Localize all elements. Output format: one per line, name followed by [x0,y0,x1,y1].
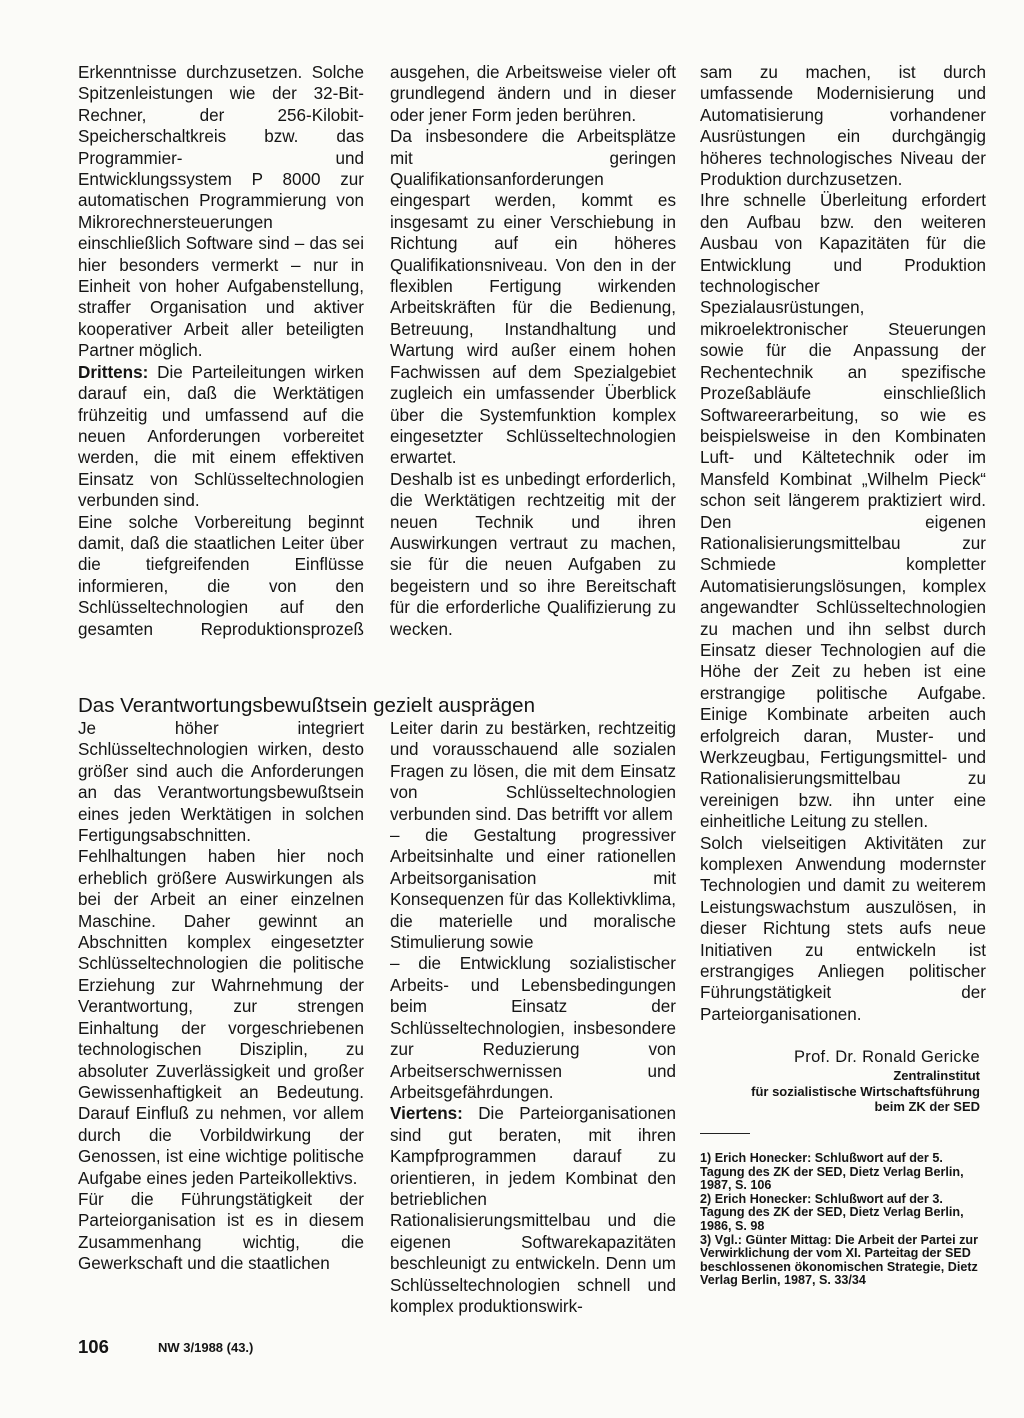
footnote-2: 2) Erich Honecker: Schlußwort auf der 3. Tagung des ZK der SED, Dietz Verlag Berlin, 1986, S. 98 [700,1191,964,1233]
list-item: – die Gestaltung progressiver Arbeitsinhalte und einer rationellen Arbeitsorganisation mit Konsequenzen für das Kollektivklima, die materielle und moralische Stimulierung sowie [390,826,676,953]
column-2-top [390,62,676,640]
paragraph: Für die Führungstätigkeit der Parteiorganisation ist es in diesem Zusammenhang wichtig, die Gewerkschaft und die staatlichen [78,1189,364,1274]
paragraph: sam zu machen, ist durch umfassende Modernisierung und Automatisierung vorhandener Ausrüstungen ein durchgängig höheres technologisches Niveau der Produktion durchzusetzen. [700,63,986,190]
section-heading: Das Verantwortungsbewußtsein gezielt ausprägen [78,694,535,717]
page-number: 106 [78,1336,109,1357]
author-affiliation-2: für sozialistische Wirtschaftsführung [751,1083,980,1099]
paragraph-text: Die Parteileitungen wirken darauf ein, daß die Werktätigen frühzeitig und umfassend auf die neuen Anforderungen vorbereitet werden, die mit einem effektiven Einsatz von Schlüsseltechnologien verbunden sind. [78,362,364,511]
column-1-bottom [78,718,364,1275]
paragraph: Da insbesondere die Arbeitsplätze mit geringen Qualifikationsanforderungen eingespart werden, kommt es insgesamt zu einer Verschiebung in Richtung auf ein höheres Qualifikationsniveau. Von den in der flexiblen Fertigung wirkenden Arbeitskräften für die Bedienung, Betreuung, Instandhaltung und Wartung wird außer einem hohen Fachwissen auf dem Spezialgebiet zugleich ein umfassender Überblick über die Systemfunktion komplex eingesetzter Schlüsseltechnologien erwartet. [390,127,676,468]
lead-label: Viertens: [390,1104,463,1124]
paragraph-viertens [390,1103,676,1317]
paragraph: Deshalb ist es unbedingt erforderlich, die Werktätigen rechtzeitig mit der neuen Technik und ihren Auswirkungen vertraut zu machen, sie für die neuen Aufgaben zu begeistern und so ihre Bereitschaft für die erforderliche Qualifizierung zu wecken. [390,469,676,639]
footnotes [700,1152,980,1288]
paragraph: Solch vielseitigen Aktivitäten zur komplexen Anwendung modernster Technologien und damit zu weiterem Leistungswachstum auszulösen, in dieser Richtung stets aufs neue Initiativen zu entwickeln ist erstrangiges Anliegen politischer Führungstätigkeit der Parteiorganisationen. [700,833,986,1024]
author-affiliation-1: Zentralinstitut [893,1068,980,1083]
paragraph-text: Die Parteiorganisationen sind gut beraten, mit ihren Kampfprogrammen darauf zu orientieren, in jedem Kombinat den betrieblichen Rationalisierungsmittelbau und die eigenen Softwarekapazitäten beschleunigt zu entwickeln. Denn um Schlüsseltechnologien schnell und komplex produktionswirk- [390,1104,676,1316]
paragraph: Je höher integriert Schlüsseltechnologien wirken, desto größer sind auch die Anforderungen an das Verantwortungsbewußtsein eines jeden Werktätigen in solchen Fertigungsabschnitten. Fehlhaltungen haben hier noch erheblich größere Auswirkungen als bei der Arbeit an einer einzelnen Maschine. Daher gewinnt an Abschnitten komplex eingesetzter Schlüsseltechnologien die politische Erziehung zur Wahrnehmung der Verantwortung, zur strengen Einhaltung der vorgeschriebenen technologischen Disziplin, zu absoluter Zuverlässigkeit und großer Gewissenhaftigkeit an Bedeutung. Darauf Einfluß zu nehmen, vor allem durch die Vorbildwirkung der Genossen, ist eine wichtige politische Aufgabe eines jeden Parteikollektivs. [78,719,364,1188]
issue-label: NW 3/1988 (43.) [158,1340,254,1355]
paragraph: Eine solche Vorbereitung beginnt damit, daß die staatlichen Leiter über die tiefgreifenden Einflüsse informieren, die von den Schlüsseltechnologien auf den gesamten Reproduktionsprozeß [78,512,364,639]
list-item: – die Entwicklung sozialistischer Arbeits- und Lebensbedingungen beim Einsatz der Schlüsseltechnologien, insbesondere zur Reduzierung von Arbeitserschwernissen und Arbeitsgefährdungen. [390,954,676,1102]
paragraph: Ihre schnelle Überleitung erfordert den Aufbau bzw. den weiteren Ausbau von Kapazitäten für die Entwicklung und Produktion technologischer Spezialausrüstungen, mikroelektronischer Steuerungen sowie für die Anpassung der Rechentechnik an spezifische Prozeßabläufe einschließlich Softwareerarbeitung, so wie es beispielsweise in den Kombinaten Luft- und Kältetechnik oder im Mansfeld Kombinat „Wilhelm Pieck“ schon seit längerem praktiziert wird. Den eigenen Rationalisierungsmittelbau zur Schmiede kompletter Automatisierungslösungen, komplex angewandter Schlüsseltechnologien zu machen und ihn selbst durch Einsatz dieser Technologien auf die Höhe der Zeit zu heben ist eine erstrangige politische Aufgabe. Einige Kombinate arbeiten auch erfolgreich daran, Muster- und Werkzeugbau, Fertigungsmittel- und Rationalisierungsmittelbau zu vereinigen bzw. ihn unter eine einheitliche Leitung zu stellen. [700,191,986,832]
column-1-top [78,62,364,640]
author-affiliation-3: beim ZK der SED [874,1099,980,1114]
paragraph: ausgehen, die Arbeitsweise vieler oft grundlegend ändern und in dieser oder jener Form jeden berühren. [390,63,676,125]
column-2-bottom [390,718,676,1317]
paragraph-drittens [78,362,364,512]
paragraph: Leiter darin zu bestärken, rechtzeitig und vorausschauend alle sozialen Fragen zu lösen, die mit dem Einsatz von Schlüsseltechnologien verbunden sind. Das betrifft vor allem [390,719,676,824]
author-block [700,1046,980,1115]
footnote-divider [700,1133,750,1134]
footnote-1: 1) Erich Honecker: Schlußwort auf der 5. Tagung des ZK der SED, Dietz Verlag Berlin, 1987, S. 106 [700,1151,964,1193]
footnote-3: 3) Vgl.: Günter Mittag: Die Arbeit der Partei zur Verwirklichung der vom XI. Parteitag der SED beschlossenen ökonomischen Strategie, Dietz Verlag Berlin, 1987, S. 33/34 [700,1232,979,1288]
column-3 [700,62,986,1025]
author-name: Prof. Dr. Ronald Gericke [793,1048,980,1066]
lead-label: Drittens: [78,362,149,382]
paragraph: Erkenntnisse durchzusetzen. Solche Spitzenleistungen wie der 32-Bit-Rechner, der 256-Kilobit-Speicherschaltkreis bzw. das Programmier- und Entwicklungssystem P 8000 zur automatischen Programmierung von Mikrorechnersteuerungen einschließlich Software sind – das sei hier besonders vermerkt – nur in Einheit von hoher Aufgabenstellung, straffer Organisation und aktiver kooperativer Arbeit aller beteiligten Partner möglich. [78,63,364,361]
